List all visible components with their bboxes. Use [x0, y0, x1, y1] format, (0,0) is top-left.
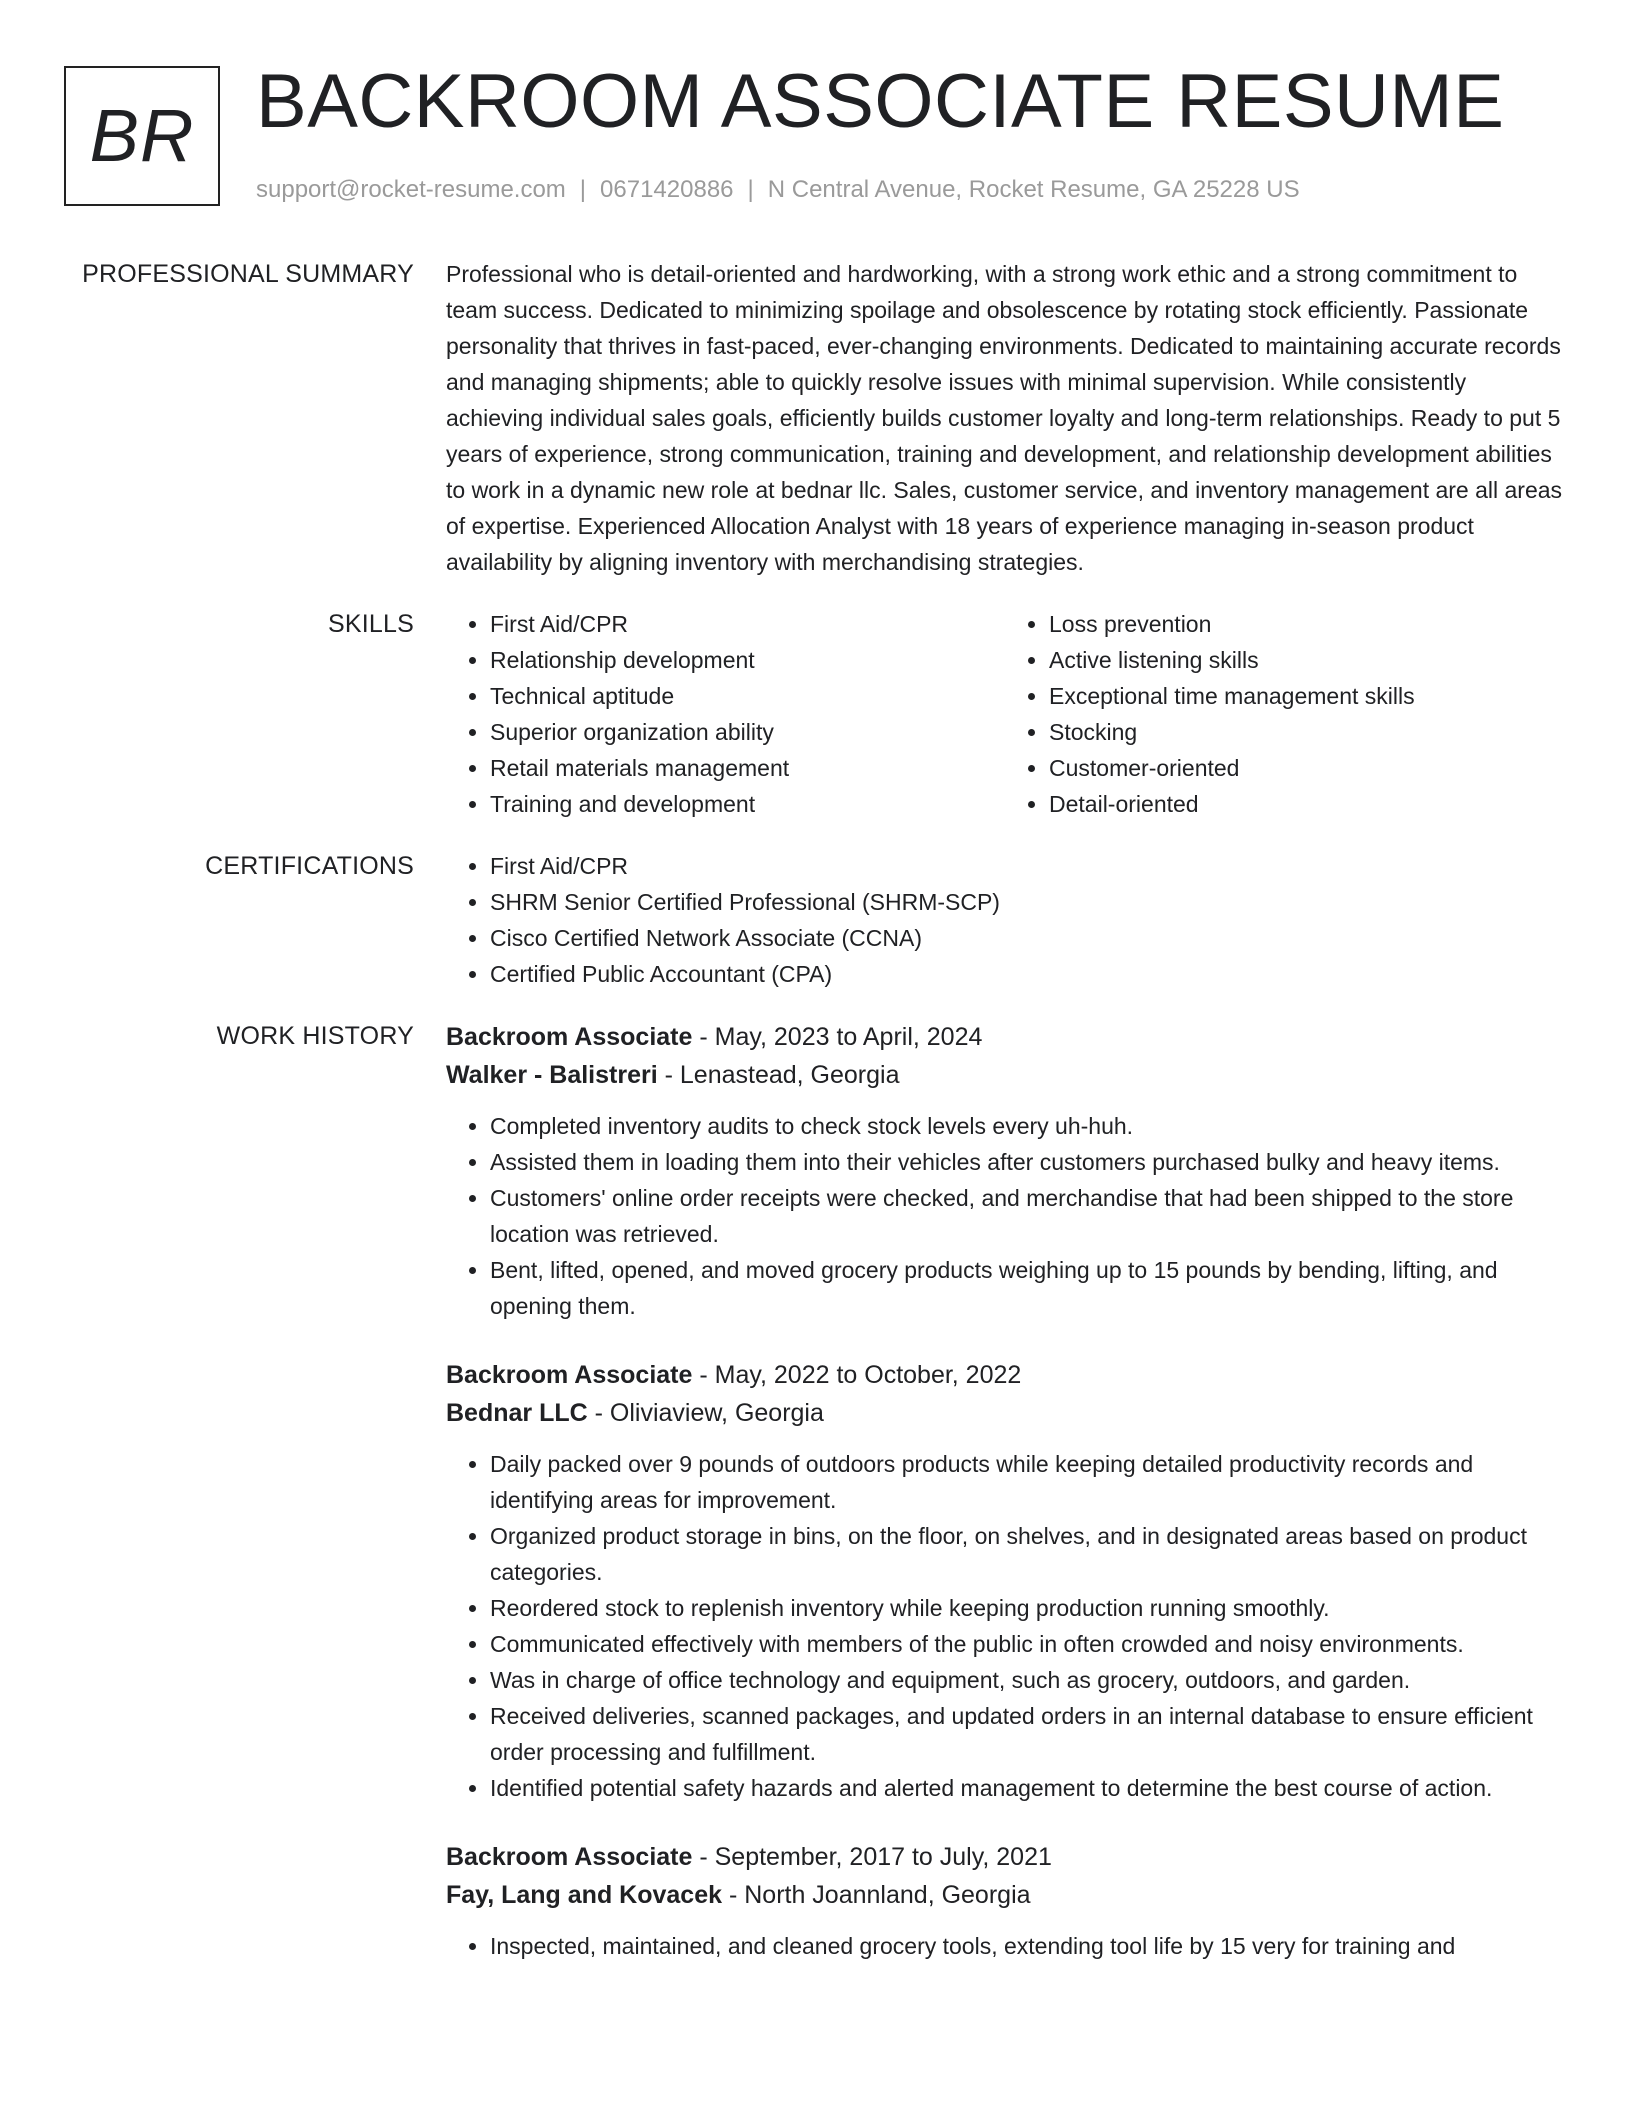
job-bullet: • Received deliveries, scanned packages, and updated orders in an internal database to ensure efficient order processing and fulfillment. [490, 1698, 1564, 1770]
section-label-work-history: WORK HISTORY [216, 1022, 414, 1050]
certifications-section [0, 848, 1632, 992]
section-label-summary: PROFESSIONAL SUMMARY [82, 260, 414, 288]
skills-grid [446, 606, 1564, 822]
skill-item: • Customer-oriented [1049, 750, 1564, 786]
skill-item: • Training and development [490, 786, 1005, 822]
work-history-section [0, 1018, 1632, 1992]
job-entry [446, 1018, 1564, 1324]
job-bullet: • Organized product storage in bins, on the floor, on shelves, and in designated areas based on product categories. [490, 1518, 1564, 1590]
certification-item: • Cisco Certified Network Associate (CCNA) [490, 920, 1564, 956]
job-bullets [446, 1108, 1564, 1324]
skill-item: • First Aid/CPR [490, 606, 1005, 642]
skills-list-right [1005, 606, 1564, 822]
job-bullet: • Customers' online order receipts were checked, and merchandise that had been shipped to the store location was retrieved. [490, 1180, 1564, 1252]
job-company-line [446, 1056, 1564, 1094]
job-bullet: • Daily packed over 9 pounds of outdoors products while keeping detailed productivity records and identifying areas for improvement. [490, 1446, 1564, 1518]
job-bullets [446, 1446, 1564, 1806]
work-history-body [446, 1018, 1564, 1992]
contact-line [256, 174, 1300, 206]
resume-title: BACKROOM ASSOCIATE RESUME [256, 59, 1505, 144]
job-bullet: • Inspected, maintained, and cleaned grocery tools, extending tool life by 15 very for training and [490, 1928, 1564, 1964]
skill-item: • Stocking [1049, 714, 1564, 750]
job-location: - North Joannland, Georgia [722, 1881, 1031, 1909]
job-entry [446, 1838, 1564, 1964]
resume-content [0, 256, 1632, 2018]
monogram-initials: BR [89, 94, 195, 177]
certification-item: • First Aid/CPR [490, 848, 1564, 884]
summary-body [446, 256, 1564, 580]
contact-separator: | [747, 176, 754, 203]
skills-body [446, 606, 1564, 822]
job-company: Fay, Lang and Kovacek [446, 1881, 723, 1909]
job-dates: - September, 2017 to July, 2021 [692, 1843, 1052, 1871]
skills-section [0, 606, 1632, 822]
certifications-list [446, 848, 1564, 992]
job-title: Backroom Associate [446, 1023, 693, 1051]
job-entry [446, 1356, 1564, 1806]
job-company: Walker - Balistreri [446, 1061, 658, 1089]
summary-section [0, 256, 1632, 580]
job-company-line [446, 1876, 1564, 1914]
job-location: - Lenastead, Georgia [657, 1061, 900, 1089]
skill-item: • Relationship development [490, 642, 1005, 678]
certification-item: • Certified Public Accountant (CPA) [490, 956, 1564, 992]
job-bullet: • Assisted them in loading them into their vehicles after customers purchased bulky and heavy items. [490, 1144, 1564, 1180]
skills-list-left [446, 606, 1005, 822]
skill-item: • Loss prevention [1049, 606, 1564, 642]
job-bullets [446, 1928, 1564, 1964]
contact-email[interactable]: support@rocket-resume.com [256, 176, 566, 203]
skill-item: • Superior organization ability [490, 714, 1005, 750]
job-title-line [446, 1838, 1564, 1876]
section-label-skills: SKILLS [328, 610, 414, 638]
job-dates: - May, 2023 to April, 2024 [692, 1023, 983, 1051]
job-bullet: • Communicated effectively with members of the public in often crowded and noisy environments. [490, 1626, 1564, 1662]
contact-address: N Central Avenue, Rocket Resume, GA 25228 US [767, 176, 1300, 203]
summary-text: Professional who is detail-oriented and hardworking, with a strong work ethic and a strong commitment to team success. Dedicated to minimizing spoilage and obsolescence by rotating stock efficiently. Passionate personality that thrives in fast-paced, ever-changing environments. Dedicated to maintaining accurate records and managing shipments; able to quickly resolve issues with minimal supervision. While consistently achieving individual sales goals, efficiently builds customer loyalty and long-term relationships. Ready to put 5 years of experience, strong communication, training and development, and relationship development abilities to work in a dynamic new role at bednar llc. Sales, customer service, and inventory management are all areas of expertise. Experienced Allocation Analyst with 18 years of experience managing in-season product availability by aligning inventory with merchandising strategies. [446, 261, 1563, 575]
job-dates: - May, 2022 to October, 2022 [692, 1361, 1022, 1389]
job-bullet: • Identified potential safety hazards and alerted management to determine the best course of action. [490, 1770, 1564, 1806]
job-bullet: • Completed inventory audits to check stock levels every uh-huh. [490, 1108, 1564, 1144]
contact-separator: | [579, 176, 587, 203]
contact-phone[interactable]: 0671420886 [600, 176, 734, 203]
skill-item: • Technical aptitude [490, 678, 1005, 714]
certification-item: • SHRM Senior Certified Professional (SHRM-SCP) [490, 884, 1564, 920]
section-label-certifications: CERTIFICATIONS [205, 852, 414, 880]
job-title: Backroom Associate [446, 1843, 693, 1871]
job-title-line [446, 1018, 1564, 1056]
skill-item: • Retail materials management [490, 750, 1005, 786]
job-bullet: • Reordered stock to replenish inventory while keeping production running smoothly. [490, 1590, 1564, 1626]
job-company-line [446, 1394, 1564, 1432]
job-bullet: • Bent, lifted, opened, and moved grocery products weighing up to 15 pounds by bending, lifting, and opening them. [490, 1252, 1564, 1324]
job-title: Backroom Associate [446, 1361, 693, 1389]
skill-item: • Exceptional time management skills [1049, 678, 1564, 714]
job-company: Bednar LLC [446, 1399, 588, 1427]
job-location: - Oliviaview, Georgia [587, 1399, 824, 1427]
job-title-line [446, 1356, 1564, 1394]
skill-item: • Detail-oriented [1049, 786, 1564, 822]
job-bullet: • Was in charge of office technology and equipment, such as grocery, outdoors, and garden. [490, 1662, 1564, 1698]
certifications-body [446, 848, 1564, 992]
monogram-logo [64, 66, 220, 206]
skill-item: • Active listening skills [1049, 642, 1564, 678]
